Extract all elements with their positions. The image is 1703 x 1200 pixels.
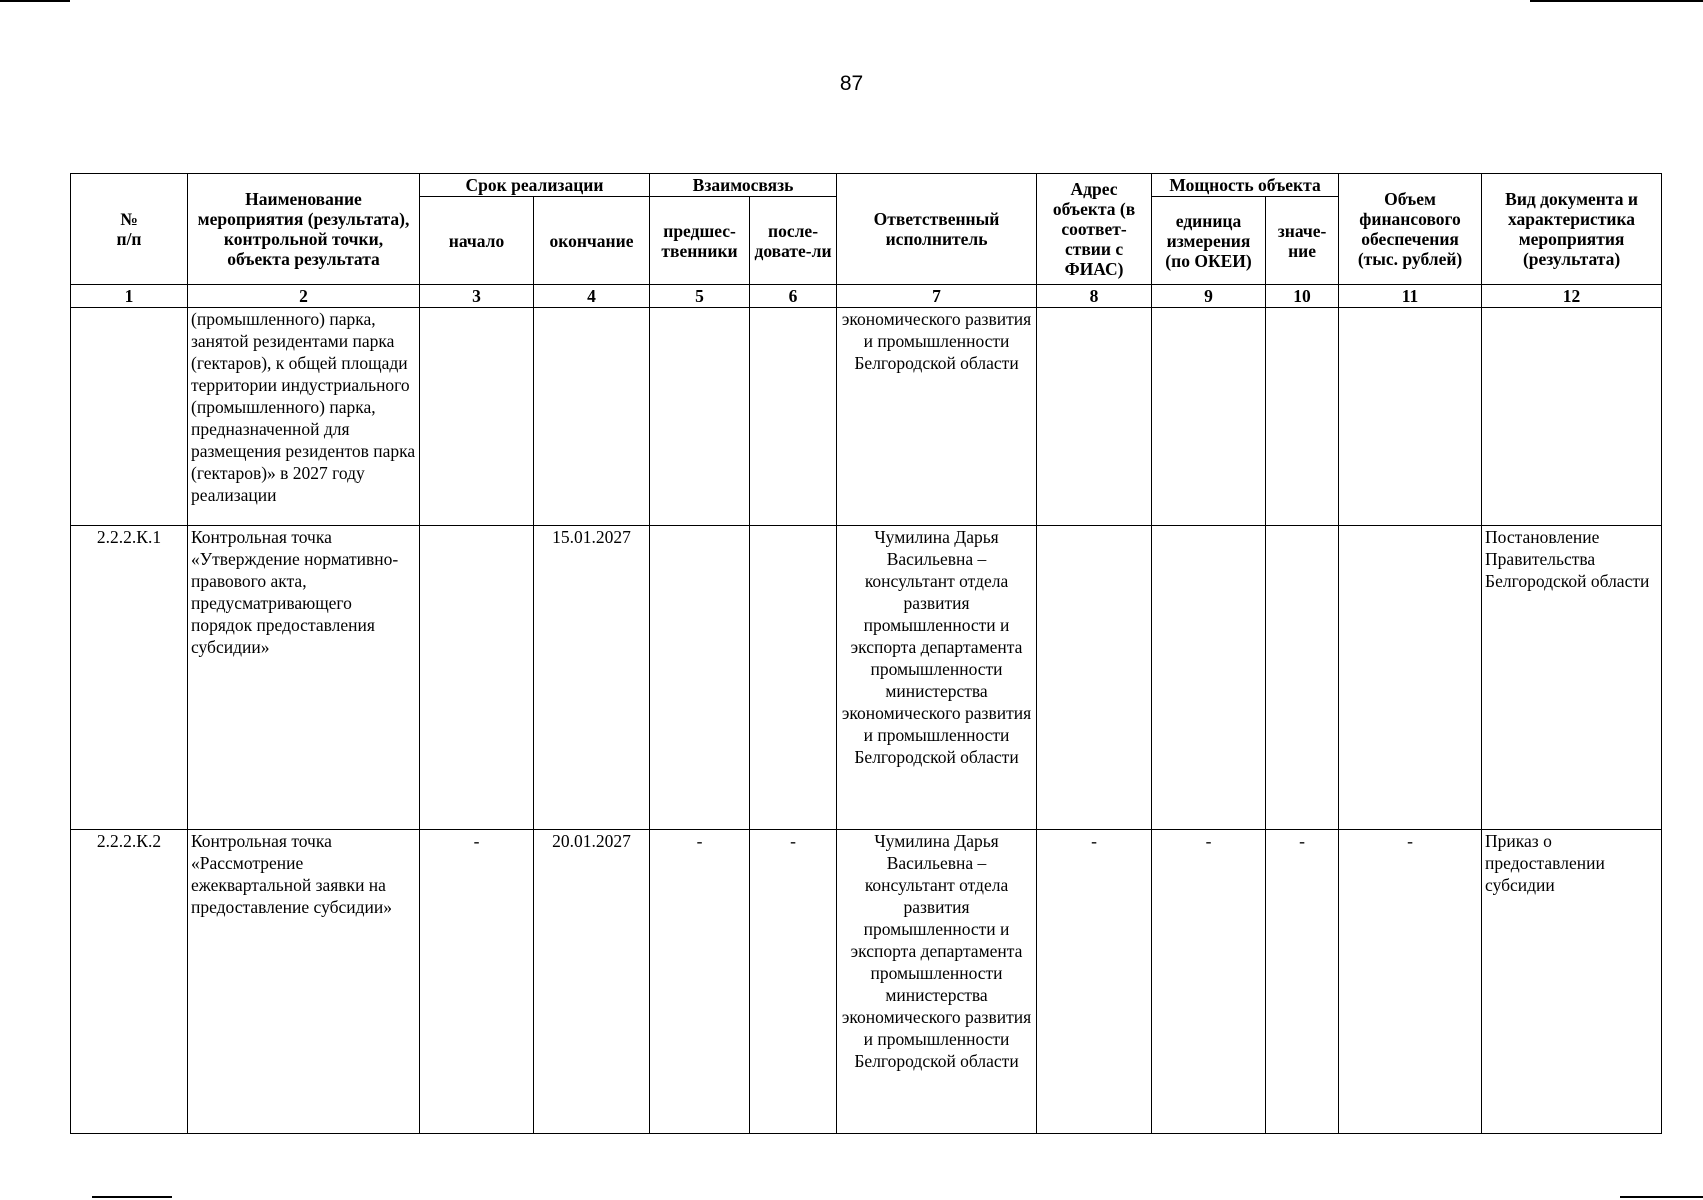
column-number: 12: [1482, 285, 1662, 308]
header-period: Срок реализации: [420, 174, 650, 197]
header-capacity-value: значе-ние: [1266, 197, 1339, 285]
header-link: Взаимосвязь: [650, 174, 837, 197]
column-number: 5: [650, 285, 750, 308]
header-link-next: после-довате-ли: [750, 197, 837, 285]
scan-edge-line-bottom-left: [92, 1196, 172, 1198]
cell-unit: [1152, 308, 1266, 526]
column-number: 8: [1037, 285, 1152, 308]
table-row: [71, 830, 1662, 1134]
cell-name: (промышленного) парка, занятой резидентами парка (гектаров), к общей площади территории индустриального (промышленного) парка, предназначенной для размещения резидентов парка (гектаров)» в 2027 году реализации: [188, 308, 420, 526]
cell-next: [750, 526, 837, 830]
cell-value: -: [1266, 830, 1339, 1134]
scan-edge-line-top-right: [1530, 0, 1703, 2]
cell-address: [1037, 308, 1152, 526]
column-number: 7: [837, 285, 1037, 308]
cell-num: [71, 308, 188, 526]
column-number: 9: [1152, 285, 1266, 308]
column-number-row: [71, 285, 1662, 308]
cell-prev: [650, 526, 750, 830]
cell-end: [534, 308, 650, 526]
cell-prev: -: [650, 830, 750, 1134]
cell-finance: [1339, 308, 1482, 526]
plan-table: [70, 173, 1662, 1134]
cell-responsible: экономического развития и промышленности Белгородской области: [837, 308, 1037, 526]
cell-next: [750, 308, 837, 526]
table-row: [71, 526, 1662, 830]
cell-start: -: [420, 830, 534, 1134]
cell-value: [1266, 526, 1339, 830]
column-number: 3: [420, 285, 534, 308]
cell-start: [420, 308, 534, 526]
column-number: 1: [71, 285, 188, 308]
header-doc-type: Вид документа и характеристика мероприятия (результата): [1482, 174, 1662, 285]
header-link-prev: предшес-твенники: [650, 197, 750, 285]
cell-unit: [1152, 526, 1266, 830]
header-capacity: Мощность объекта: [1152, 174, 1339, 197]
column-number: 2: [188, 285, 420, 308]
column-number: 4: [534, 285, 650, 308]
cell-doc: Постановление Правительства Белгородской области: [1482, 526, 1662, 830]
cell-start: [420, 526, 534, 830]
cell-responsible: Чумилина Дарья Васильевна – консультант отдела развития промышленности и экспорта департамента промышленности министерства экономического развития и промышленности Белгородской области: [837, 526, 1037, 830]
header-capacity-unit: единица измерения (по ОКЕИ): [1152, 197, 1266, 285]
cell-end: 20.01.2027: [534, 830, 650, 1134]
cell-name: Контрольная точка «Рассмотрение ежеквартальной заявки на предоставление субсидии»: [188, 830, 420, 1134]
header-responsible: Ответственный исполнитель: [837, 174, 1037, 285]
header-num: № п/п: [71, 174, 188, 285]
cell-address: [1037, 526, 1152, 830]
cell-unit: -: [1152, 830, 1266, 1134]
cell-num: 2.2.2.К.2: [71, 830, 188, 1134]
page-number: 87: [839, 72, 864, 95]
cell-num: 2.2.2.К.1: [71, 526, 188, 830]
header-finance: Объем финансового обеспечения (тыс. рублей): [1339, 174, 1482, 285]
cell-doc: [1482, 308, 1662, 526]
cell-finance: [1339, 526, 1482, 830]
column-number: 11: [1339, 285, 1482, 308]
cell-value: [1266, 308, 1339, 526]
cell-address: -: [1037, 830, 1152, 1134]
cell-next: -: [750, 830, 837, 1134]
cell-end: 15.01.2027: [534, 526, 650, 830]
cell-prev: [650, 308, 750, 526]
header-address: Адрес объекта (в соответ-ствии с ФИАС): [1037, 174, 1152, 285]
header-period-end: окончание: [534, 197, 650, 285]
header-period-start: начало: [420, 197, 534, 285]
scan-edge-line-bottom-right: [1620, 1196, 1703, 1198]
cell-name: Контрольная точка «Утверждение нормативно-правового акта, предусматривающего порядок предоставления субсидии»: [188, 526, 420, 830]
cell-doc: Приказ о предоставлении субсидии: [1482, 830, 1662, 1134]
scan-edge-line-top-left: [0, 0, 70, 2]
cell-finance: -: [1339, 830, 1482, 1134]
cell-responsible: Чумилина Дарья Васильевна – консультант отдела развития промышленности и экспорта департамента промышленности министерства экономического развития и промышленности Белгородской области: [837, 830, 1037, 1134]
header-name: Наименование мероприятия (результата), контрольной точки, объекта результата: [188, 174, 420, 285]
column-number: 6: [750, 285, 837, 308]
table-row: [71, 308, 1662, 526]
column-number: 10: [1266, 285, 1339, 308]
